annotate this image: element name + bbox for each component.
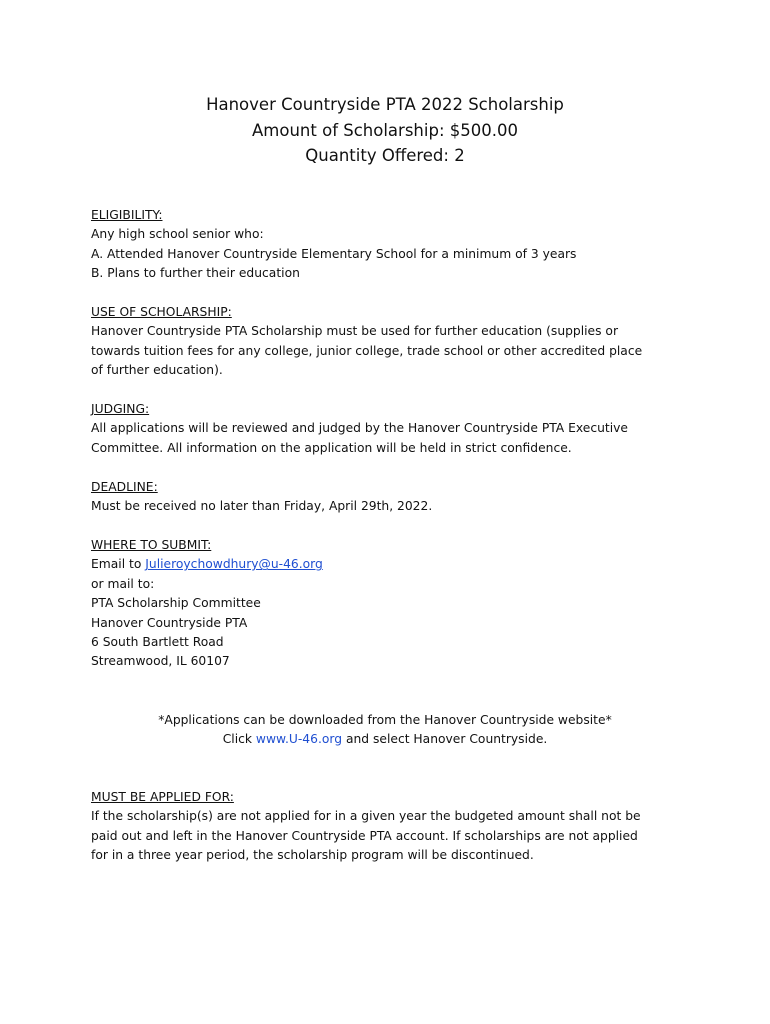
address-line: 6 South Bartlett Road <box>91 635 224 650</box>
mail-line: or mail to: <box>91 576 155 591</box>
email-link[interactable]: Julieroychowdhury@u-46.org <box>145 557 323 572</box>
quantity-offered: Quantity Offered: 2 <box>305 146 465 165</box>
use-line: Hanover Countryside PTA Scholarship must be used for further education (supplies or <box>91 324 619 339</box>
scholarship-title: Hanover Countryside PTA 2022 Scholarship <box>206 95 564 114</box>
deadline-heading: DEADLINE: <box>91 480 158 494</box>
submit-heading: WHERE TO SUBMIT: <box>91 538 212 552</box>
document-header <box>0 92 770 169</box>
judging-line: All applications will be reviewed and judged by the Hanover Countryside PTA Executive <box>91 421 628 436</box>
must-apply-line: for in a three year period, the scholarship program will be discontinued. <box>91 848 534 863</box>
address-line: PTA Scholarship Committee <box>91 596 261 611</box>
judging-section <box>91 400 691 458</box>
email-prefix: Email to <box>91 557 146 572</box>
eligibility-line: A. Attended Hanover Countryside Elementary School for a minimum of 3 years <box>91 246 577 261</box>
eligibility-heading: ELIGIBILITY: <box>91 208 163 222</box>
must-apply-heading: MUST BE APPLIED FOR: <box>91 790 234 804</box>
click-suffix: and select Hanover Countryside. <box>342 732 548 747</box>
use-line: of further education). <box>91 363 223 378</box>
website-link[interactable]: www.U-46.org <box>255 732 343 747</box>
use-line: towards tuition fees for any college, junior college, trade school or other accredited place <box>91 343 643 358</box>
address-line: Hanover Countryside PTA <box>91 615 248 630</box>
must-apply-line: If the scholarship(s) are not applied for in a given year the budgeted amount shall not be <box>91 809 641 824</box>
judging-heading: JUDGING: <box>91 402 150 416</box>
email-line <box>91 555 691 574</box>
download-note-line: *Applications can be downloaded from the Hanover Countryside website* <box>158 713 612 727</box>
download-note <box>0 711 770 750</box>
must-apply-line: paid out and left in the Hanover Countryside PTA account. If scholarships are not applied <box>91 828 638 843</box>
eligibility-line: Any high school senior who: <box>91 227 264 242</box>
must-apply-section <box>91 788 691 866</box>
use-section <box>91 303 691 381</box>
eligibility-line: B. Plans to further their education <box>91 266 300 281</box>
judging-line: Committee. All information on the application will be held in strict confidence. <box>91 440 572 455</box>
deadline-line: Must be received no later than Friday, April 29th, 2022. <box>91 499 433 514</box>
click-prefix: Click <box>222 732 256 747</box>
address-line: Streamwood, IL 60107 <box>91 654 230 669</box>
scholarship-amount: Amount of Scholarship: $500.00 <box>252 120 518 140</box>
use-heading: USE OF SCHOLARSHIP: <box>91 305 232 319</box>
eligibility-section <box>91 206 691 284</box>
click-line <box>0 730 770 749</box>
deadline-section <box>91 478 691 517</box>
submit-section <box>91 536 691 672</box>
